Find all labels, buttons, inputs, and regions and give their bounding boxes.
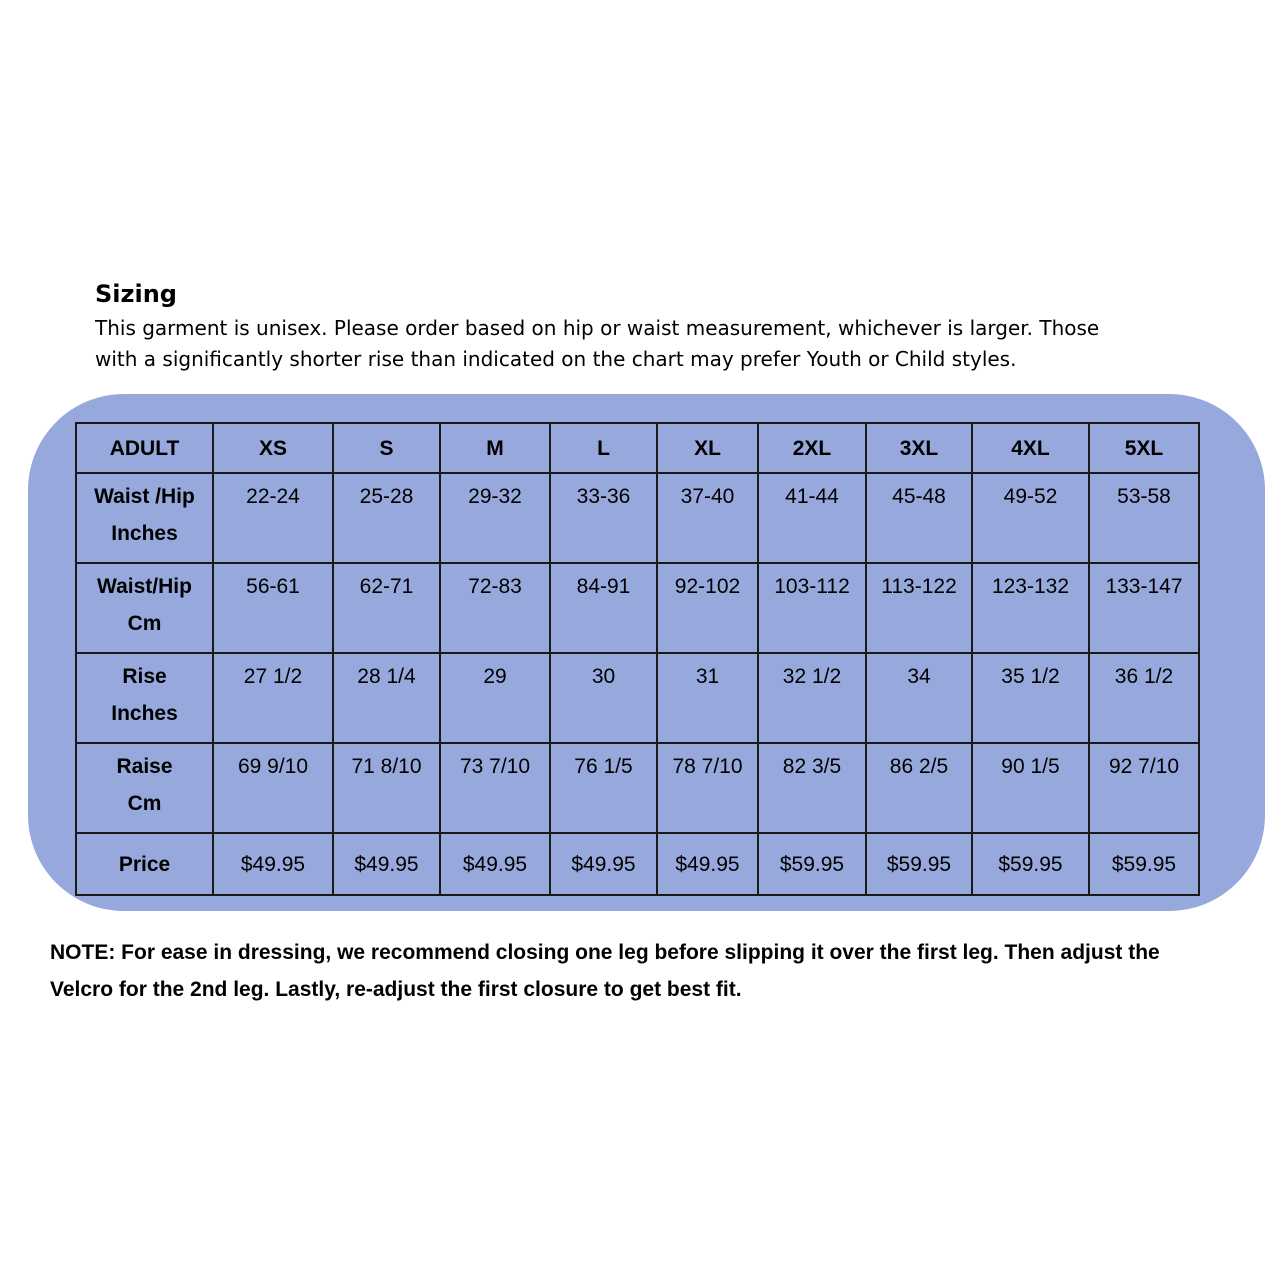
row-label-line-2: Cm	[127, 612, 162, 635]
table-cell: 103-112	[758, 563, 866, 653]
table-cell: 72-83	[440, 563, 550, 653]
table-cell: 27 1/2	[213, 653, 333, 743]
row-label: Price	[76, 833, 213, 895]
table-cell: 22-24	[213, 473, 333, 563]
table-cell: 53-58	[1089, 473, 1199, 563]
table-cell: 76 1/5	[550, 743, 657, 833]
table-cell: 56-61	[213, 563, 333, 653]
table-cell: 41-44	[758, 473, 866, 563]
price-cell: $59.95	[758, 833, 866, 895]
row-label-line-2: Inches	[111, 702, 178, 725]
header-cell-xs: XS	[213, 423, 333, 473]
table-cell: 28 1/4	[333, 653, 440, 743]
table-cell: 90 1/5	[972, 743, 1089, 833]
header-cell-l: L	[550, 423, 657, 473]
price-cell: $59.95	[866, 833, 972, 895]
price-cell: $49.95	[333, 833, 440, 895]
table-row-raise-cm	[76, 743, 1199, 833]
table-cell: 62-71	[333, 563, 440, 653]
price-cell: $49.95	[550, 833, 657, 895]
dressing-note	[50, 934, 1250, 1008]
table-row-waist-hip-cm	[76, 563, 1199, 653]
row-label-line-1: Raise	[116, 755, 173, 778]
header-cell-5xl: 5XL	[1089, 423, 1199, 473]
header-cell-adult: ADULT	[76, 423, 213, 473]
header-cell-2xl: 2XL	[758, 423, 866, 473]
table-cell: 92-102	[657, 563, 758, 653]
table-cell: 36 1/2	[1089, 653, 1199, 743]
price-cell: $59.95	[1089, 833, 1199, 895]
row-label-line-1: Rise	[122, 665, 167, 688]
table-cell: 45-48	[866, 473, 972, 563]
table-cell: 133-147	[1089, 563, 1199, 653]
table-row-waist-hip-inches	[76, 473, 1199, 563]
table-cell: 78 7/10	[657, 743, 758, 833]
table-cell: 33-36	[550, 473, 657, 563]
table-row-price	[76, 833, 1199, 895]
table-cell: 73 7/10	[440, 743, 550, 833]
table-cell: 25-28	[333, 473, 440, 563]
header-cell-3xl: 3XL	[866, 423, 972, 473]
table-cell: 30	[550, 653, 657, 743]
table-cell: 29-32	[440, 473, 550, 563]
row-label-line-2: Inches	[111, 522, 178, 545]
intro-line-2: with a significantly shorter rise than indicated on the chart may prefer Youth or Child styles.	[95, 347, 1017, 371]
page-title: Sizing	[95, 280, 177, 308]
price-cell: $59.95	[972, 833, 1089, 895]
row-label-line-1: Waist /Hip	[94, 485, 195, 508]
table-cell: 69 9/10	[213, 743, 333, 833]
price-cell: $49.95	[213, 833, 333, 895]
table-cell: 29	[440, 653, 550, 743]
note-line-2: Velcro for the 2nd leg. Lastly, re-adjust the first closure to get best fit.	[50, 978, 742, 1001]
note-line-1: NOTE: For ease in dressing, we recommend closing one leg before slipping it over the first leg. Then adjust the	[50, 941, 1160, 964]
row-label-line-2: Cm	[127, 792, 162, 815]
header-cell-m: M	[440, 423, 550, 473]
table-header-row	[76, 423, 1199, 473]
header-cell-s: S	[333, 423, 440, 473]
intro-line-1: This garment is unisex. Please order based on hip or waist measurement, whichever is larger. Those	[95, 316, 1100, 340]
intro-text	[95, 313, 1255, 375]
row-label-line-1: Waist/Hip	[97, 575, 192, 598]
header-cell-xl: XL	[657, 423, 758, 473]
table-cell: 35 1/2	[972, 653, 1089, 743]
table-row-rise-inches	[76, 653, 1199, 743]
row-label	[76, 743, 213, 833]
row-label	[76, 473, 213, 563]
row-label	[76, 653, 213, 743]
header-cell-4xl: 4XL	[972, 423, 1089, 473]
table-cell: 71 8/10	[333, 743, 440, 833]
table-cell: 86 2/5	[866, 743, 972, 833]
table-cell: 32 1/2	[758, 653, 866, 743]
table-cell: 37-40	[657, 473, 758, 563]
size-chart-table	[75, 422, 1200, 896]
table-cell: 113-122	[866, 563, 972, 653]
row-label	[76, 563, 213, 653]
table-cell: 123-132	[972, 563, 1089, 653]
table-cell: 92 7/10	[1089, 743, 1199, 833]
table-cell: 84-91	[550, 563, 657, 653]
table-cell: 49-52	[972, 473, 1089, 563]
table-cell: 31	[657, 653, 758, 743]
table-cell: 34	[866, 653, 972, 743]
table-cell: 82 3/5	[758, 743, 866, 833]
price-cell: $49.95	[440, 833, 550, 895]
price-cell: $49.95	[657, 833, 758, 895]
